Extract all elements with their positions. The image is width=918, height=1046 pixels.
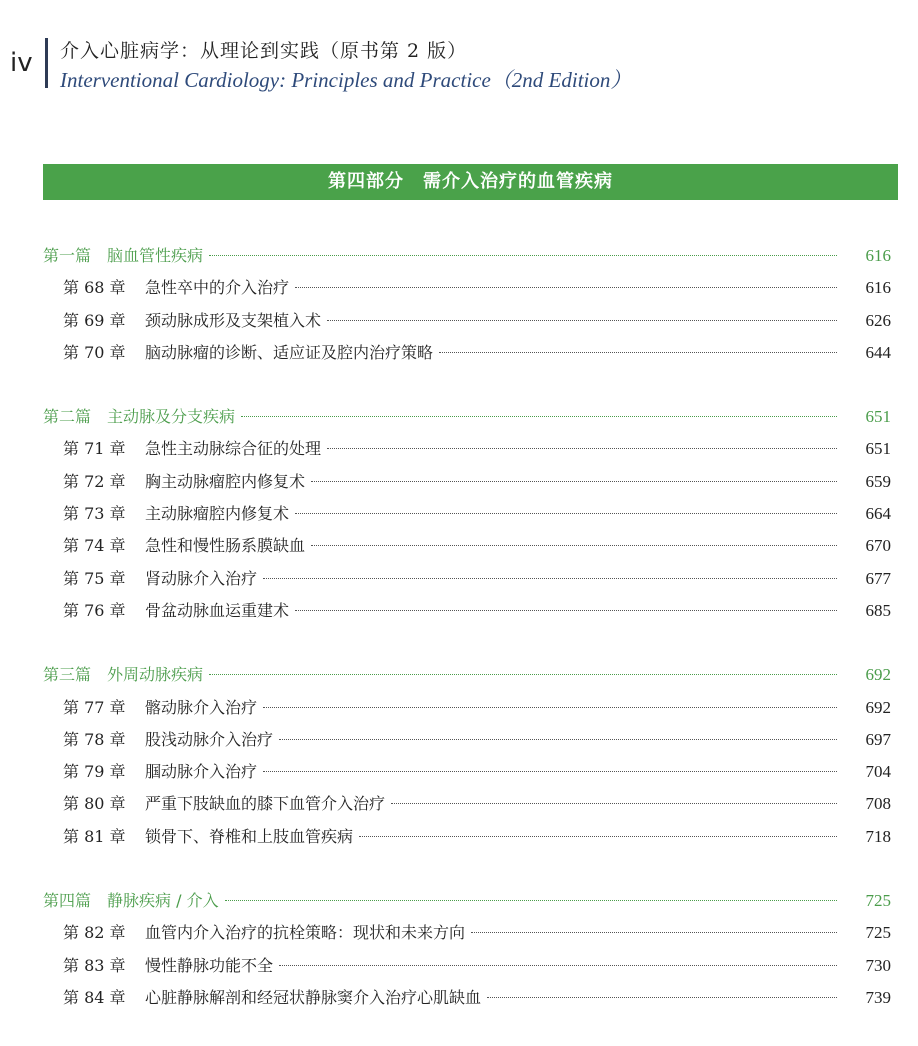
chapter-entry[interactable]	[0, 563, 918, 595]
dot-leader	[295, 610, 837, 611]
toc-section	[0, 885, 918, 1014]
chapter-entry[interactable]	[0, 466, 918, 498]
chapter-number: 第 82 章	[63, 923, 126, 943]
chapter-number: 第 74 章	[63, 536, 126, 556]
dot-leader	[391, 803, 837, 804]
chapter-title: 骨盆动脉血运重建术	[145, 600, 290, 620]
chapter-title: 急性卒中的介入治疗	[145, 278, 290, 298]
chapter-page-number: 730	[865, 955, 891, 975]
chapter-number: 第 75 章	[63, 568, 126, 588]
dot-leader	[279, 739, 837, 740]
chapter-number: 第 77 章	[63, 697, 126, 717]
chapter-number: 第 70 章	[63, 342, 126, 362]
chapter-title: 心脏静脉解剖和经冠状静脉窦介入治疗心肌缺血	[145, 987, 482, 1007]
dot-leader	[209, 674, 837, 675]
section-title: 第四篇 静脉疾病 / 介入	[43, 891, 219, 911]
book-title-english: Interventional Cardiology: Principles and Practice（2nd Edition）	[60, 68, 632, 92]
running-header	[0, 32, 918, 92]
section-entry[interactable]	[0, 659, 918, 691]
chapter-title: 肾动脉介入治疗	[145, 568, 258, 588]
chapter-number: 第 69 章	[63, 310, 126, 330]
toc-section	[0, 659, 918, 853]
chapter-title: 腘动脉介入治疗	[145, 762, 258, 782]
chapter-page-number: 685	[865, 600, 891, 620]
dot-leader	[471, 932, 837, 933]
dot-leader	[359, 836, 837, 837]
chapter-title: 胸主动脉瘤腔内修复术	[145, 471, 306, 491]
section-page-number: 692	[865, 665, 891, 685]
chapter-number: 第 80 章	[63, 794, 126, 814]
chapter-entry[interactable]	[0, 433, 918, 465]
section-page-number: 616	[865, 246, 891, 265]
chapter-entry[interactable]	[0, 305, 918, 337]
chapter-title: 严重下肢缺血的膝下血管介入治疗	[145, 794, 386, 814]
dot-leader	[263, 707, 837, 708]
header-divider	[45, 38, 48, 88]
chapter-page-number: 616	[865, 278, 891, 298]
chapter-title: 慢性静脉功能不全	[145, 955, 274, 975]
chapter-entry[interactable]	[0, 530, 918, 562]
dot-leader	[295, 513, 837, 514]
chapter-title: 急性主动脉综合征的处理	[145, 439, 322, 459]
chapter-page-number: 677	[865, 568, 891, 588]
chapter-page-number: 704	[865, 762, 891, 782]
chapter-title: 锁骨下、脊椎和上肢血管疾病	[145, 826, 354, 846]
dot-leader	[327, 320, 837, 321]
dot-leader	[263, 578, 837, 579]
chapter-title: 髂动脉介入治疗	[145, 697, 258, 717]
chapter-entry[interactable]	[0, 692, 918, 724]
chapter-number: 第 78 章	[63, 729, 126, 749]
section-page-number: 651	[865, 407, 891, 427]
section-entry[interactable]	[0, 885, 918, 917]
chapter-entry[interactable]	[0, 982, 918, 1014]
section-entry[interactable]	[0, 401, 918, 433]
chapter-page-number: 670	[865, 536, 891, 556]
chapter-number: 第 76 章	[63, 600, 126, 620]
dot-leader	[439, 352, 837, 353]
chapter-page-number: 718	[865, 826, 891, 846]
chapter-number: 第 68 章	[63, 278, 126, 298]
dot-leader	[241, 416, 837, 417]
toc-section	[0, 401, 918, 627]
chapter-page-number: 697	[865, 729, 891, 749]
section-page-number: 725	[865, 891, 891, 911]
chapter-number: 第 73 章	[63, 504, 126, 524]
dot-leader	[311, 481, 837, 482]
chapter-page-number: 651	[865, 439, 891, 459]
chapter-title: 主动脉瘤腔内修复术	[145, 504, 290, 524]
chapter-entry[interactable]	[0, 272, 918, 304]
chapter-entry[interactable]	[0, 498, 918, 530]
chapter-entry[interactable]	[0, 788, 918, 820]
section-title: 第二篇 主动脉及分支疾病	[43, 407, 236, 427]
chapter-entry[interactable]	[0, 595, 918, 627]
chapter-entry[interactable]	[0, 724, 918, 756]
dot-leader	[279, 965, 837, 966]
dot-leader	[327, 448, 837, 449]
chapter-title: 脑动脉瘤的诊断、适应证及腔内治疗策略	[145, 342, 434, 362]
table-of-contents	[0, 240, 918, 1046]
chapter-number: 第 84 章	[63, 987, 126, 1007]
chapter-page-number: 644	[865, 342, 891, 362]
chapter-title: 颈动脉成形及支架植入术	[145, 310, 322, 330]
book-title-chinese: 介入心脏病学：从理论到实践（原书第 2 版）	[60, 40, 468, 62]
chapter-entry[interactable]	[0, 756, 918, 788]
dot-leader	[225, 900, 837, 901]
chapter-page-number: 708	[865, 794, 891, 814]
chapter-entry[interactable]	[0, 337, 918, 369]
chapter-page-number: 626	[865, 310, 891, 330]
dot-leader	[263, 771, 837, 772]
chapter-number: 第 79 章	[63, 762, 126, 782]
chapter-entry[interactable]	[0, 821, 918, 853]
chapter-number: 第 83 章	[63, 955, 126, 975]
dot-leader	[209, 255, 837, 256]
chapter-page-number: 692	[865, 697, 891, 717]
dot-leader	[311, 545, 837, 546]
chapter-entry[interactable]	[0, 917, 918, 949]
page-number: iv	[10, 48, 33, 78]
chapter-number: 第 72 章	[63, 471, 126, 491]
chapter-page-number: 664	[865, 504, 891, 524]
section-entry[interactable]	[0, 240, 918, 272]
toc-section	[0, 240, 918, 369]
chapter-entry[interactable]	[0, 950, 918, 982]
chapter-title: 急性和慢性肠系膜缺血	[145, 536, 306, 556]
section-title: 第一篇 脑血管性疾病	[43, 246, 204, 265]
section-title: 第三篇 外周动脉疾病	[43, 665, 204, 685]
chapter-number: 第 71 章	[63, 439, 126, 459]
chapter-title: 股浅动脉介入治疗	[145, 729, 274, 749]
dot-leader	[487, 997, 837, 998]
chapter-page-number: 659	[865, 471, 891, 491]
dot-leader	[295, 287, 837, 288]
chapter-number: 第 81 章	[63, 826, 126, 846]
chapter-title: 血管内介入治疗的抗栓策略：现状和未来方向	[145, 923, 466, 943]
chapter-page-number: 725	[865, 923, 891, 943]
chapter-page-number: 739	[865, 987, 891, 1007]
part-title-banner: 第四部分 需介入治疗的血管疾病	[43, 164, 898, 200]
